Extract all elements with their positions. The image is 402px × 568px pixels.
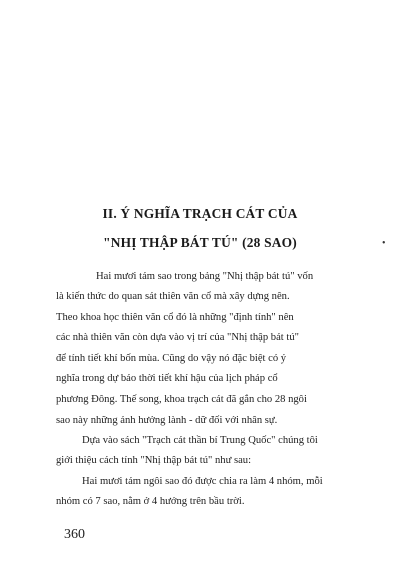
paragraph-line: nhóm có 7 sao, nằm ở 4 hướng trên bầu trời. (56, 496, 245, 507)
paragraph-line: Theo khoa học thiên văn cổ đó là những "định tính" nên (56, 312, 294, 323)
paragraph-line: là kiến thức do quan sát thiên văn cổ mà xây dựng nên. (56, 291, 290, 302)
paragraph-line: các nhà thiên văn còn dựa vào vị trí của "Nhị thập bát tú" (56, 332, 299, 343)
section-heading-line-1: II. Ý NGHĨA TRẠCH CÁT CỦA (102, 206, 298, 221)
paragraph-line: Dựa vào sách "Trạch cát thần bí Trung Quốc" chúng tôi (82, 435, 318, 446)
paragraph-line: để tính tiết khí bốn mùa. Cũng do vậy nó đặc biệt có ý (56, 353, 287, 364)
paragraph-line: nghĩa trong dự báo thời tiết khí hậu của lịch pháp cổ (56, 373, 278, 384)
paragraph-line: Hai mươi tám sao trong bảng "Nhị thập bát tú" vốn (96, 271, 314, 282)
paragraph-line: Hai mươi tám ngôi sao đó được chia ra làm 4 nhóm, mỗi (82, 476, 323, 487)
paragraph-line: giới thiệu cách tính "Nhị thập bát tú" như sau: (56, 455, 252, 466)
section-heading-line-2: "NHỊ THẬP BÁT TÚ" (28 SAO) (103, 235, 297, 250)
scan-mark: • (382, 238, 386, 249)
page-number: 360 (64, 527, 85, 542)
paragraph-line: phương Đông. Thế song, khoa trạch cát đã gắn cho 28 ngôi (56, 394, 307, 405)
paragraph-line: sao này những ảnh hưởng lành - dữ đối với nhân sự. (56, 415, 278, 426)
